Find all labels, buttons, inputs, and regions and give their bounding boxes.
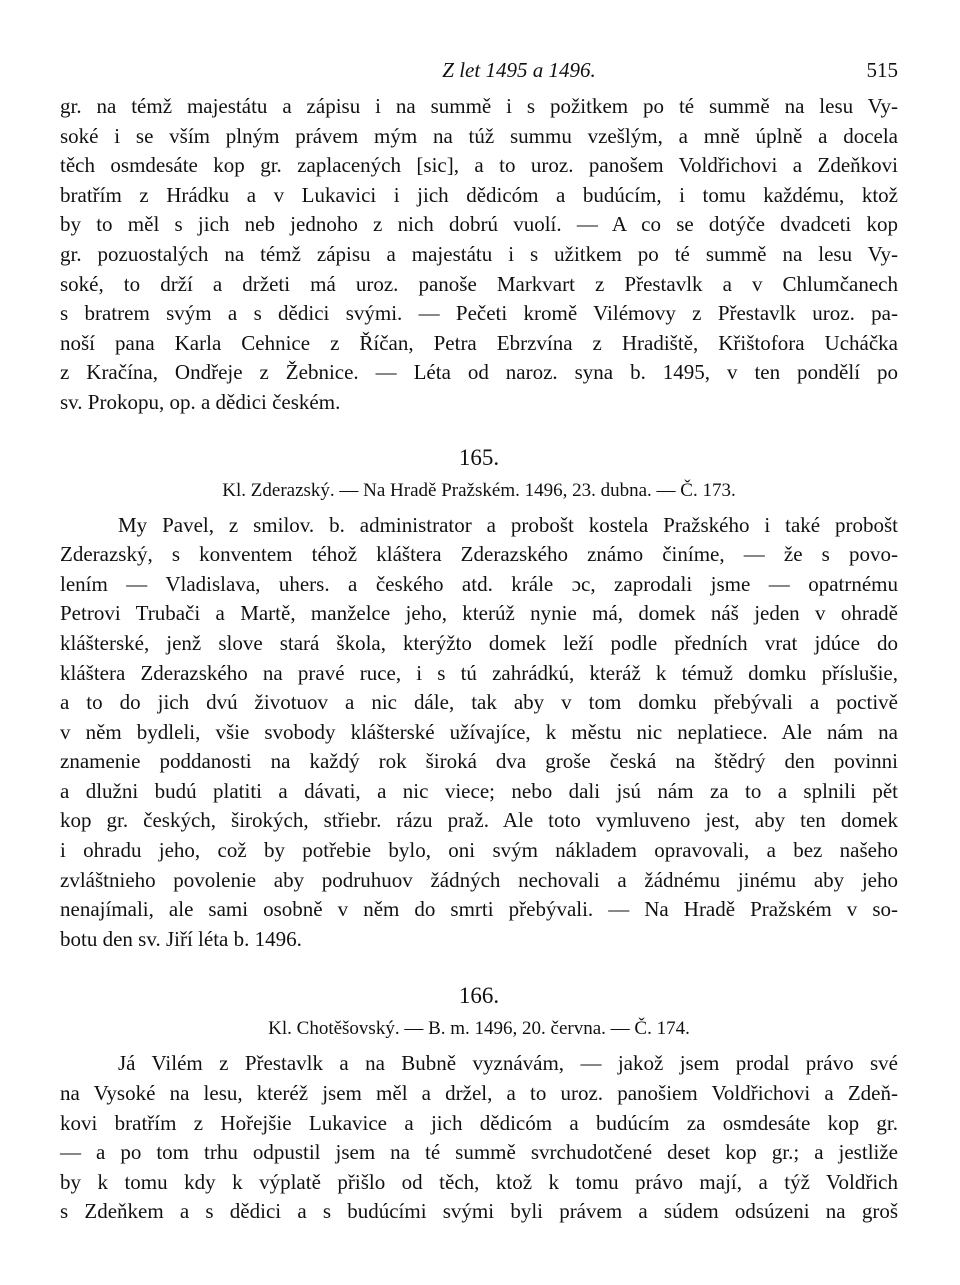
text-line: Zderazský, s konventem téhož kláštera Zderazského známo činíme, — že s povo- [60, 542, 898, 567]
continued-paragraph [60, 92, 898, 418]
document-source-line: Kl. Zderazský. — Na Hradě Pražském. 1496, 23. dubna. — Č. 173. [222, 479, 736, 501]
text-line: My Pavel, z smilov. b. administrator a probošt kostela Pražského i také probošt [118, 512, 898, 537]
text-line: Petrovi Trubači a Martě, manželce jeho, kterúž nynie má, domek náš jeden v ohradě [60, 601, 898, 626]
text-line: botu den sv. Jiří léta b. 1496. [60, 926, 302, 951]
text-line: soké, to drží a držeti má uroz. panoše Markvart z Přestavlk a v Chlumčanech [60, 271, 898, 296]
text-line: lením — Vladislava, uhers. a českého atd. krále ɔc, zaprodali jsme — opatrnému [60, 571, 898, 596]
running-title: Z let 1495 a 1496. [442, 58, 596, 82]
text-line: by to měl s jich neb jednoho z nich dobrú vuolí. — A co se dotýče dvadceti kop [60, 212, 898, 237]
text-line: klášterské, jenž slove stará škola, kterýžto domek leží podle předních vrat jdúce do [60, 630, 898, 655]
text-line: kop gr. českých, širokých, střiebr. rázu praž. Ale toto vymluveno jest, aby ten domek [60, 808, 898, 833]
document-number: 166. [458, 983, 500, 1009]
text-line: zvláštnieho povolenie aby podruhuov žádných nechovali a žádnému jinému aby jeho [60, 867, 898, 892]
page-number: 515 [866, 58, 898, 82]
text-line: kovi bratřím z Hořejšie Lukavice a jich dědicóm a budúcím za osmdesáte kop gr. [60, 1110, 898, 1135]
text-line: kláštera Zderazského na pravé ruce, i s tú zahrádkú, kteráž k témuž domku příslušie, [60, 660, 898, 685]
document-page [60, 58, 898, 1227]
text-line: by k tomu kdy k výplatě přišlo od těch, ktož k tomu právo mají, a týž Voldřich [60, 1169, 898, 1194]
document-166-text [60, 1049, 898, 1227]
text-line: na Vysoké na lesu, kteréž jsem měl a držel, a to uroz. panošiem Voldřichovi a Zdeň- [60, 1081, 898, 1106]
text-line: a to do jich dvú životuov a nic dále, tak aby v tom domku přebývali a poctivě [60, 690, 898, 715]
text-line: gr. pozuostalých na témž zápisu a majestátu i s užitkem po té summě na lesu Vy- [60, 241, 898, 266]
text-line: Já Vilém z Přestavlk a na Bubně vyznávám, — jakož jsem prodal právo své [118, 1051, 898, 1076]
text-line: těch osmdesáte kop gr. zaplacených [sic], a to uroz. panošem Voldřichovi a Zdeňkovi [60, 153, 898, 178]
document-165-text [60, 511, 898, 955]
text-line: gr. na témž majestátu a zápisu i na summě i s požitkem po té summě na lesu Vy- [60, 94, 898, 118]
text-line: — a po tom trhu odpustil jsem na té summě svrchudotčené deset kop gr.; a jestliže [60, 1140, 898, 1165]
document-source-line: Kl. Chotěšovský. — B. m. 1496, 20. června. — Č. 174. [268, 1018, 690, 1040]
text-line: nenajímali, ale sami osobně v něm do smrti přebývali. — Na Hradě Pražském v so- [60, 897, 898, 922]
text-line: a dlužni budú platiti a dávati, a nic viece; nebo dali jsú nám za to a splnili pět [60, 778, 898, 803]
document-number: 165. [458, 444, 500, 470]
text-line: znamenie poddanosti na každý rok široká dva groše česká na štědrý den povinni [60, 749, 898, 774]
text-line: s bratrem svým a s dědici svými. — Pečeti kromě Vilémovy z Přestavlk uroz. pa- [60, 301, 898, 326]
text-line: s Zdeňkem a s dědici a s budúcími svými byli právem a súdem odsúzeni na groš [60, 1199, 898, 1224]
text-line: soké i se vším plným právem mým na túž summu vzešlým, a mně úplně a docela [60, 123, 898, 148]
text-line: i ohradu jeho, což by potřebie bylo, oni svým nákladem opravovali, a bez našeho [60, 838, 898, 863]
text-line: sv. Prokopu, op. a dědici českém. [60, 389, 341, 414]
text-line: v něm bydleli, všie svobody klášterské užívajíce, k městu nic neplatiece. Ale nám na [60, 719, 898, 744]
text-line: noší pana Karla Cehnice z Říčan, Petra Ebrzvína z Hradiště, Křištofora Ucháčka [60, 330, 898, 355]
text-line: z Kračína, Ondřeje z Žebnice. — Léta od naroz. syna b. 1495, v ten pondělí po [60, 360, 898, 385]
text-line: bratřím z Hrádku a v Lukavici i jich dědicóm a budúcím, i tomu každému, ktož [60, 182, 898, 207]
page-header [60, 58, 898, 92]
